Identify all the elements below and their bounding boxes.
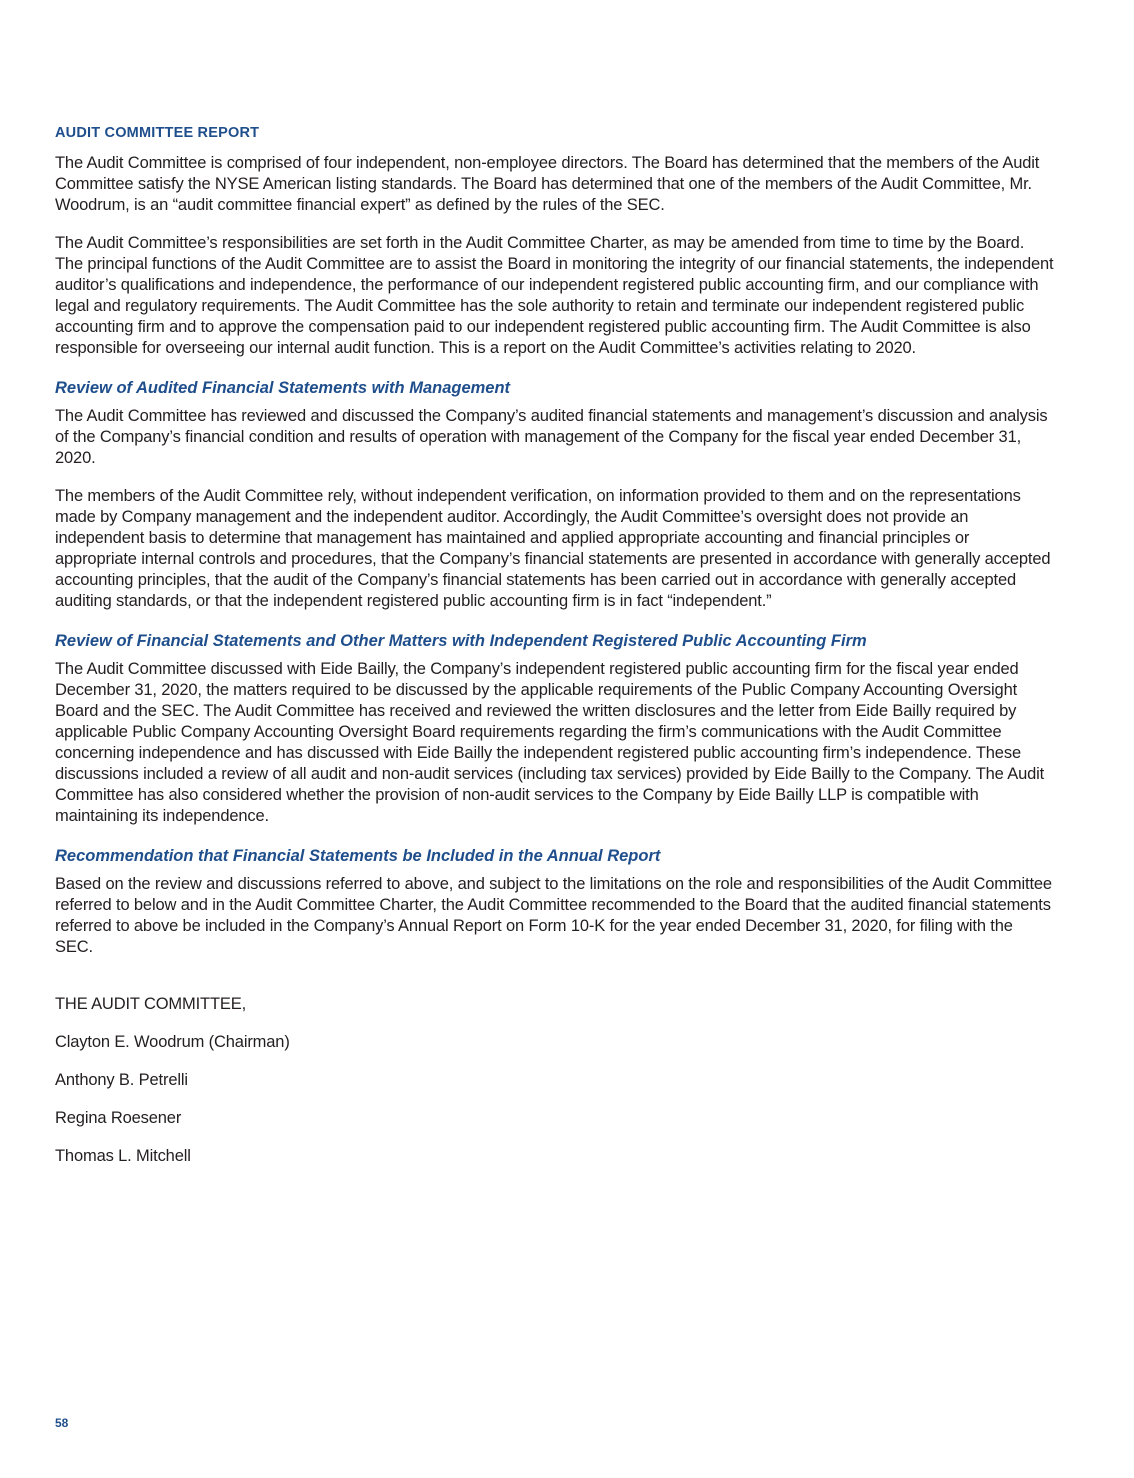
intro-paragraph: The Audit Committee is comprised of four independent, non-employee directors. The Board has determined that the members of the Audit Committee satisfy the NYSE American listing standards. The Board has determined that one of the members of the Audit Committee, Mr. Woodrum, is an “audit committee financial expert” as defined by the rules of the SEC. [55,154,1040,214]
signature-block [55,994,1055,1167]
section-paragraph: The members of the Audit Committee rely, without independent verification, on information provided to them and on the representations made by Company management and the independent auditor. Accordingly, the Audit Committee’s oversight does not provide an independent basis to determine that management has maintained and applied appropriate accounting and financial principles or appropriate internal controls and procedures, that the Company’s financial statements are presented in accordance with generally accepted accounting principles, that the audit of the Company’s financial statements has been carried out in accordance with generally accepted auditing standards, or that the independent registered public accounting firm is in fact “independent.” [55,487,1051,610]
section-paragraph: Based on the review and discussions referred to above, and subject to the limitations on the role and responsibilities of the Audit Committee referred to below and in the Audit Committee Charter, the Audit Committee recommended to the Board that the audited financial statements referred to above be included in the Company’s Annual Report on Form 10-K for the year ended December 31, 2020, for filing with the SEC. [55,875,1052,956]
section-recommendation [55,847,1055,958]
intro-paragraph: The Audit Committee’s responsibilities are set forth in the Audit Committee Charter, as may be amended from time to time by the Board. The principal functions of the Audit Committee are to assist the Board in monitoring the integrity of our financial statements, the independent auditor’s qualifications and independence, the performance of our independent registered public accounting firm, and our compliance with legal and regulatory requirements. The Audit Committee has the sole authority to retain and terminate our independent registered public accounting firm and to approve the compensation paid to our independent registered public accounting firm. The Audit Committee is also responsible for overseeing our internal audit function. This is a report on the Audit Committee’s activities relating to 2020. [55,234,1054,357]
report-page [55,125,1055,1184]
section-auditor-review [55,632,1055,827]
committee-member: Thomas L. Mitchell [55,1147,191,1165]
page-number: 58 [55,1416,69,1430]
section-management-review [55,379,1055,612]
committee-member: Anthony B. Petrelli [55,1071,188,1089]
section-paragraph: The Audit Committee has reviewed and discussed the Company’s audited financial statements and management’s discussion and analysis of the Company’s financial condition and results of operation with management of the Company for the fiscal year ended December 31, 2020. [55,407,1048,467]
committee-member: Clayton E. Woodrum (Chairman) [55,1033,290,1051]
signature-header: THE AUDIT COMMITTEE, [55,995,247,1013]
report-title: AUDIT COMMITTEE REPORT [55,125,260,141]
section-heading: Review of Audited Financial Statements with Management [55,379,511,397]
section-paragraph: The Audit Committee discussed with Eide Bailly, the Company’s independent registered public accounting firm for the fiscal year ended December 31, 2020, the matters required to be discussed by the applicable requirements of the Public Company Accounting Oversight Board and the SEC. The Audit Committee has received and reviewed the written disclosures and the letter from Eide Bailly required by applicable Public Company Accounting Oversight Board requirements regarding the firm’s communications with the Audit Committee concerning independence and has discussed with Eide Bailly the independent registered public accounting firm’s independence. These discussions included a review of all audit and non-audit services (including tax services) provided by Eide Bailly to the Company. The Audit Committee has also considered whether the provision of non-audit services to the Company by Eide Bailly LLP is compatible with maintaining its independence. [55,660,1045,825]
committee-member: Regina Roesener [55,1109,182,1127]
section-heading: Recommendation that Financial Statements be Included in the Annual Report [55,847,661,865]
section-heading: Review of Financial Statements and Other Matters with Independent Registered Public Accounting Firm [55,632,867,650]
